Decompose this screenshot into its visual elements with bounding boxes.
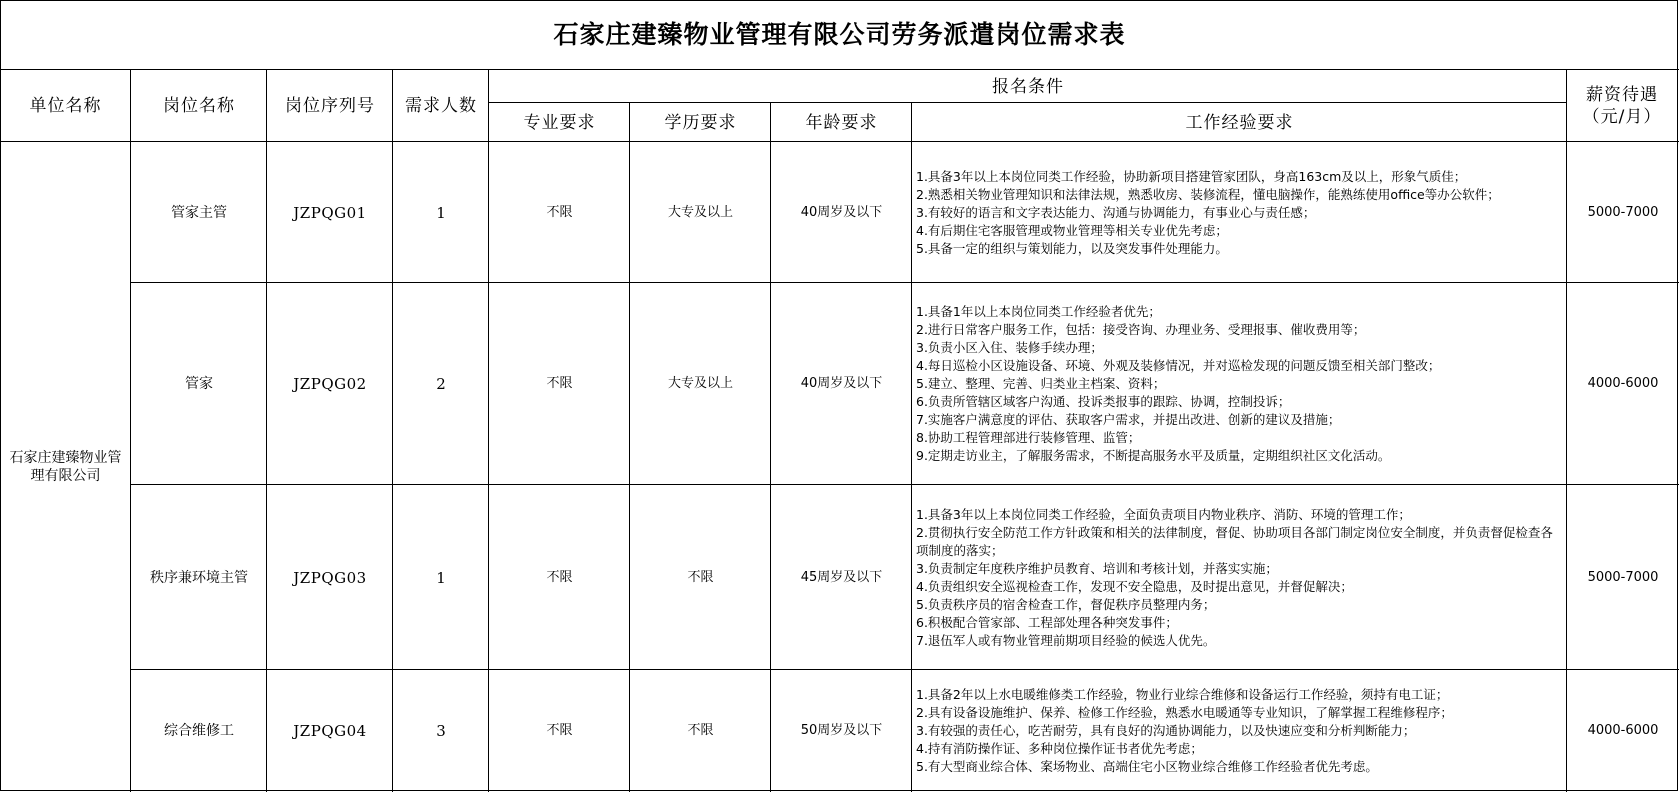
experience-cell — [912, 485, 1567, 670]
experience-cell — [912, 283, 1567, 485]
major-value: 不限 — [546, 723, 573, 738]
salary-value: 5000-7000 — [1587, 204, 1659, 220]
unit-name-cell: 石家庄建臻物业管理有限公司 — [9, 450, 122, 484]
header-age: 年龄要求 — [805, 112, 878, 133]
duty-item: 5.具备一定的组织与策划能力，以及突发事件处理能力。 — [916, 240, 1228, 256]
position-code: JZPQG04 — [293, 722, 367, 740]
position-name: 管家 — [185, 376, 213, 392]
position-name: 综合维修工 — [164, 723, 234, 739]
duty-item: 1.具备1年以上本岗位同类工作经验者优先； — [916, 304, 1161, 319]
headcount-value: 2 — [436, 375, 446, 393]
education-value: 不限 — [687, 569, 714, 585]
duty-item: 3.有较好的语言和文字表达能力、沟通与协调能力，有事业心与责任感； — [916, 204, 1316, 220]
header-position-code: 岗位序列号 — [285, 96, 375, 116]
duty-item: 4.负责组织安全巡视检查工作，发现不安全隐患，及时提出意见，并督促解决； — [916, 578, 1353, 594]
duty-list — [916, 168, 1500, 258]
experience-cell — [912, 142, 1567, 283]
duty-item: 4.每日巡检小区设施设备、环境、外观及装修情况，并对巡检发现的问题反馈至相关部门整改； — [916, 358, 1441, 373]
salary-value: 5000-7000 — [1587, 569, 1659, 585]
duty-item: 7.退伍军人或有物业管理前期项目经验的候选人优先。 — [916, 632, 1216, 648]
age-value: 45周岁及以下 — [800, 569, 883, 585]
duty-item: 4.有后期住宅客服管理或物业管理等相关专业优先考虑； — [916, 222, 1228, 238]
duty-list — [916, 506, 1565, 650]
salary-value: 4000-6000 — [1587, 723, 1659, 738]
duty-item: 5.有大型商业综合体、案场物业、高端住宅小区物业综合维修工作经验者优先考虑。 — [916, 759, 1378, 774]
major-value: 不限 — [546, 569, 573, 585]
headcount-value: 1 — [436, 568, 446, 587]
experience-cell — [912, 670, 1567, 792]
education-value: 大专及以上 — [667, 376, 733, 391]
header-experience: 工作经验要求 — [1185, 112, 1294, 133]
header-unit-name: 单位名称 — [29, 96, 102, 116]
duty-item: 7.实施客户满意度的评估、获取客户需求，并提出改进、创新的建议及措施； — [916, 412, 1341, 427]
duty-item: 4.持有消防操作证、多种岗位操作证书者优先考虑； — [916, 741, 1203, 756]
duty-item: 2.进行日常客户服务工作，包括：接受咨询、办理业务、受理报事、催收费用等； — [916, 322, 1366, 337]
position-code: JZPQG02 — [293, 375, 367, 393]
position-name: 秩序兼环境主管 — [150, 569, 248, 586]
duty-item: 9.定期走访业主，了解服务需求，不断提高服务水平及质量，定期组织社区文化活动。 — [916, 448, 1391, 463]
header-conditions: 报名条件 — [992, 76, 1064, 97]
duty-item: 2.具有设备设施维护、保养、检修工作经验，熟悉水电暖通等专业知识，了解掌握工程维修程序； — [916, 705, 1453, 720]
duty-item: 3.负责制定年度秩序维护员教育、培训和考核计划，并落实实施； — [916, 560, 1278, 576]
duty-item: 1.具备3年以上本岗位同类工作经验，协助新项目搭建管家团队，身高163cm及以上，形象气质佳； — [916, 168, 1467, 184]
major-value: 不限 — [546, 376, 573, 391]
header-headcount: 需求人数 — [405, 96, 477, 116]
age-value: 40周岁及以下 — [800, 204, 883, 220]
major-value: 不限 — [546, 204, 573, 220]
education-value: 不限 — [687, 723, 714, 738]
duty-item: 5.负责秩序员的宿舍检查工作，督促秩序员整理内务； — [916, 596, 1216, 612]
duty-item: 1.具备2年以上水电暖维修类工作经验，物业行业综合维修和设备运行工作经验，须持有电工证； — [916, 687, 1449, 702]
duty-item: 3.有较强的责任心，吃苦耐劳，具有良好的沟通协调能力，以及快速应变和分析判断能力； — [916, 723, 1416, 738]
header-position-name: 岗位名称 — [163, 96, 235, 116]
age-value: 40周岁及以下 — [800, 376, 883, 391]
header-education: 学历要求 — [664, 112, 737, 133]
position-code: JZPQG03 — [293, 568, 367, 587]
header-major: 专业要求 — [523, 112, 596, 133]
age-value: 50周岁及以下 — [800, 723, 883, 738]
duty-item: 5.建立、整理、完善、归类业主档案、资料； — [916, 376, 1166, 391]
salary-value: 4000-6000 — [1587, 376, 1659, 391]
education-value: 大专及以上 — [667, 204, 733, 220]
duty-item: 3.负责小区入住、装修手续办理； — [916, 340, 1103, 355]
duty-item: 6.积极配合管家部、工程部处理各种突发事件； — [916, 614, 1178, 630]
headcount-value: 1 — [436, 203, 446, 222]
duty-item: 1.具备3年以上本岗位同类工作经验，全面负责项目内物业秩序、消防、环境的管理工作； — [916, 506, 1411, 522]
duty-item: 6.负责所管辖区域客户沟通、投诉类报事的跟踪、协调，控制投诉； — [916, 394, 1291, 409]
duty-item: 8.协助工程管理部进行装修管理、监管； — [916, 430, 1141, 445]
page-title: 石家庄建臻物业管理有限公司劳务派遣岗位需求表 — [553, 20, 1126, 49]
duty-list — [916, 303, 1440, 465]
duty-item: 2.贯彻执行安全防范工作方针政策和相关的法律制度，督促、协助项目各部门制定岗位安全制度，并负责督促检查各项制度的落实； — [916, 524, 1553, 558]
duty-list — [916, 686, 1453, 776]
duty-item: 2.熟悉相关物业管理知识和法律法规，熟悉收房、装修流程，懂电脑操作，能熟练使用office等办公软件； — [916, 186, 1500, 202]
position-code: JZPQG01 — [293, 203, 367, 222]
headcount-value: 3 — [436, 722, 446, 740]
position-name: 管家主管 — [171, 204, 227, 221]
header-salary: 薪资待遇（元/月） — [1582, 85, 1662, 127]
